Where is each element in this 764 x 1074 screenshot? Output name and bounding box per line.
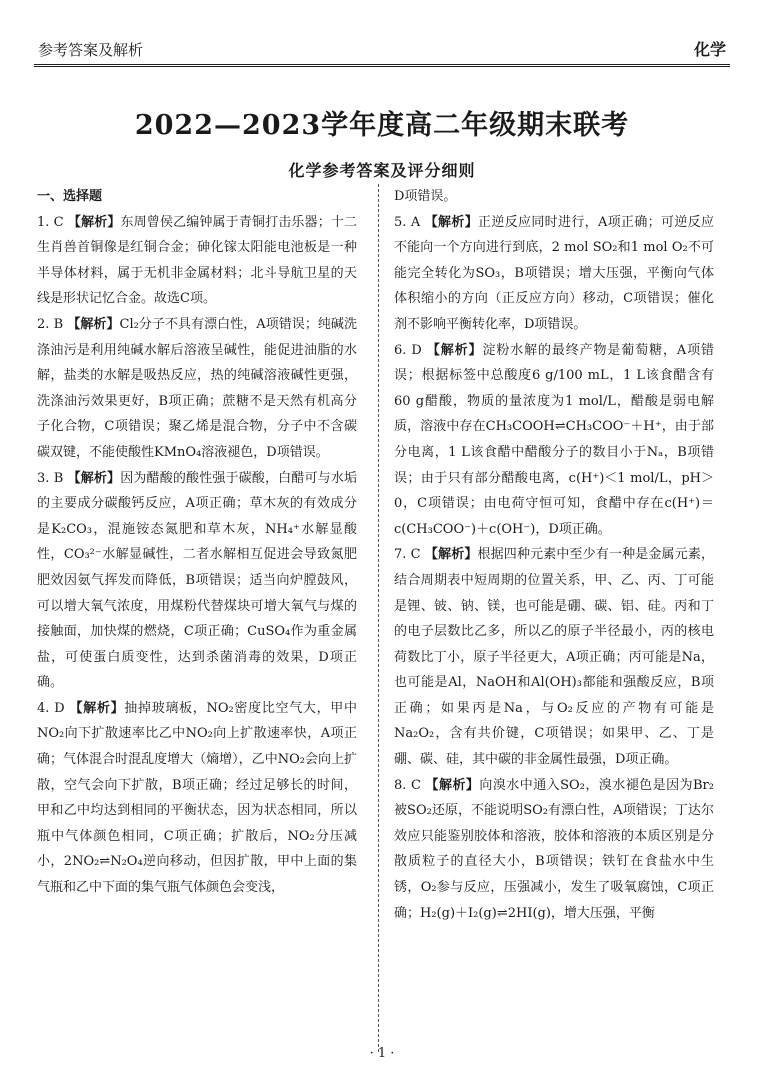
answer-text: Cl₂分子不具有漂白性，A项错误；纯碱洗涤油污是利用纯碱水解后溶液呈碱性，能促进油脂的水解，盐类的水解是吸热反应，热的纯碱溶液碱性更强，洗涤油污效果更好，B项正确；蔗糖不是天然有机高分子化合物，C项错误；聚乙烯是混合物，分子中不含碳碳双键，不能使酸性KMnO₄溶液褪色，D项错误。: [37, 316, 357, 460]
analysis-tag: 【解析】: [424, 214, 479, 230]
answer-number: 1. C: [37, 214, 64, 230]
answer-text: 东周曾侯乙编钟属于青铜打击乐器；十二生肖兽首铜像是红铜合金；砷化镓太阳能电池板是一种半导体材料，属于无机非金属材料；北斗导航卫星的天线是形状记忆合金。故选C项。: [37, 214, 357, 307]
section-heading: 一、选择题: [37, 189, 103, 204]
answer-number: 3. B: [37, 470, 64, 486]
answer-continuation: D项错误。: [394, 189, 457, 204]
answer-item-8: [394, 773, 714, 927]
answer-text: 因为醋酸的酸性强于碳酸，白醋可与水垢的主要成分碳酸钙反应，A项正确；草木灰的有效成分是K₂CO₃，混施铵态氮肥和草木灰，NH₄⁺水解显酸性，CO₃²⁻水解显碱性，二者水解相互促进会导致氮肥肥效因氨气挥发而降低，B项错误；适当向炉膛鼓风，可以增大氧气浓度，用煤粉代替煤块可增大氧气与煤的接触面，加快煤的燃烧，C项正确；CuSO₄作为重金属盐，可使蛋白质变性，达到杀菌消毒的效果，D项正确。: [37, 470, 357, 691]
analysis-tag: 【解析】: [424, 547, 478, 563]
answer-number: 4. D: [37, 700, 65, 716]
answer-number: 7. C: [394, 547, 421, 563]
answer-text: 淀粉水解的最终产物是葡萄糖，A项错误；根据标签中总酸度6 g/100 mL，1 L该食醋含有60 g醋酸，物质的量浓度为1 mol/L，醋酸是弱电解质，溶液中存在CH₃COOH⇌CH₃COO⁻＋H⁺，由于部分电离，1 L该食醋中醋酸分子的数目小于Nₐ，B项错误；由于只有部分醋酸电离，c(H⁺)＜1 mol/L，pH＞0，C项错误；由电荷守恒可知，食醋中存在c(H⁺)＝c(CH₃COO⁻)＋c(OH⁻)，D项正确。: [394, 342, 714, 537]
left-column: [37, 184, 357, 901]
answer-item-5: [394, 210, 714, 338]
analysis-tag: 【解析】: [67, 470, 121, 486]
document-subtitle: 化学参考答案及评分细则: [288, 161, 476, 180]
page-number: · 1 ·: [369, 1046, 395, 1061]
column-divider: [378, 184, 379, 1052]
analysis-tag: 【解析】: [425, 777, 480, 793]
right-column: [394, 184, 714, 926]
analysis-tag: 【解析】: [426, 342, 483, 358]
answer-text: 向溴水中通入SO₂，溴水褪色是因为Br₂被SO₂还原，不能说明SO₂有漂白性，A项错误；丁达尔效应只能鉴别胶体和溶液，胶体和溶液的本质区别是分散质粒子的直径大小，B项错误；铁钉在食盐水中生锈，O₂参与反应，压强减小，发生了吸氧腐蚀，C项正确；H₂(g)＋I₂(g)⇌2HI(g)，增大压强，平衡: [394, 777, 714, 921]
page-header: [34, 30, 730, 67]
document-title: 2022—2023学年度高二年级期末联考: [134, 110, 630, 141]
answer-text: 正逆反应同时进行，A项正确；可逆反应不能向一个方向进行到底，2 mol SO₂和1 mol O₂不可能完全转化为SO₃，B项错误；增大压强，平衡向气体体积缩小的方向（正反应方向）移动，C项错误；催化剂不影响平衡转化率，D项错误。: [394, 214, 714, 332]
answer-text: 根据四种元素中至少有一种是金属元素，结合周期表中短周期的位置关系，甲、乙、丙、丁可能是锂、铍、钠、镁，也可能是硼、碳、铝、硅。丙和丁的电子层数比乙多，所以乙的原子半径最小，丙的核电荷数比丁小，原子半径更大，A项正确；丙可能是Na，也可能是Al，NaOH和Al(OH)₃都能和强酸反应，B项正确；如果丙是Na，与O₂反应的产物有可能是Na₂O₂，含有共价键，C项错误；如果甲、乙、丁是硼、碳、硅，其中碳的非金属性最强，D项正确。: [394, 547, 714, 768]
answer-item-3: [37, 466, 357, 696]
answer-number: 2. B: [37, 316, 64, 332]
answer-item-2: [37, 312, 357, 466]
answer-item-1: [37, 210, 357, 312]
answer-text: 抽掉玻璃板，NO₂密度比空气大，甲中NO₂向下扩散速率比乙中NO₂向上扩散速率快，A项正确；气体混合时混乱度增大（熵增），乙中NO₂会向上扩散，空气会向下扩散，B项正确；经过足够长的时间，甲和乙中均达到相同的平衡状态，因为状态相同，所以瓶中气体颜色相同，C项正确；扩散后，NO₂分压减小，2NO₂⇌N₂O₄逆向移动，但因扩散，甲中上面的集气瓶和乙中下面的集气瓶气体颜色会变浅，: [37, 700, 357, 896]
answer-number: 5. A: [394, 214, 421, 230]
answer-item-6: [394, 338, 714, 543]
answer-item-4: [37, 696, 357, 901]
header-subject-label: 化学: [693, 40, 726, 59]
answer-number: 6. D: [394, 342, 422, 358]
header-left-label: 参考答案及解析: [38, 41, 144, 59]
analysis-tag: 【解析】: [67, 316, 120, 332]
analysis-tag: 【解析】: [67, 214, 121, 230]
answer-item-7: [394, 542, 714, 772]
analysis-tag: 【解析】: [69, 700, 125, 716]
answer-number: 8. C: [394, 777, 421, 793]
